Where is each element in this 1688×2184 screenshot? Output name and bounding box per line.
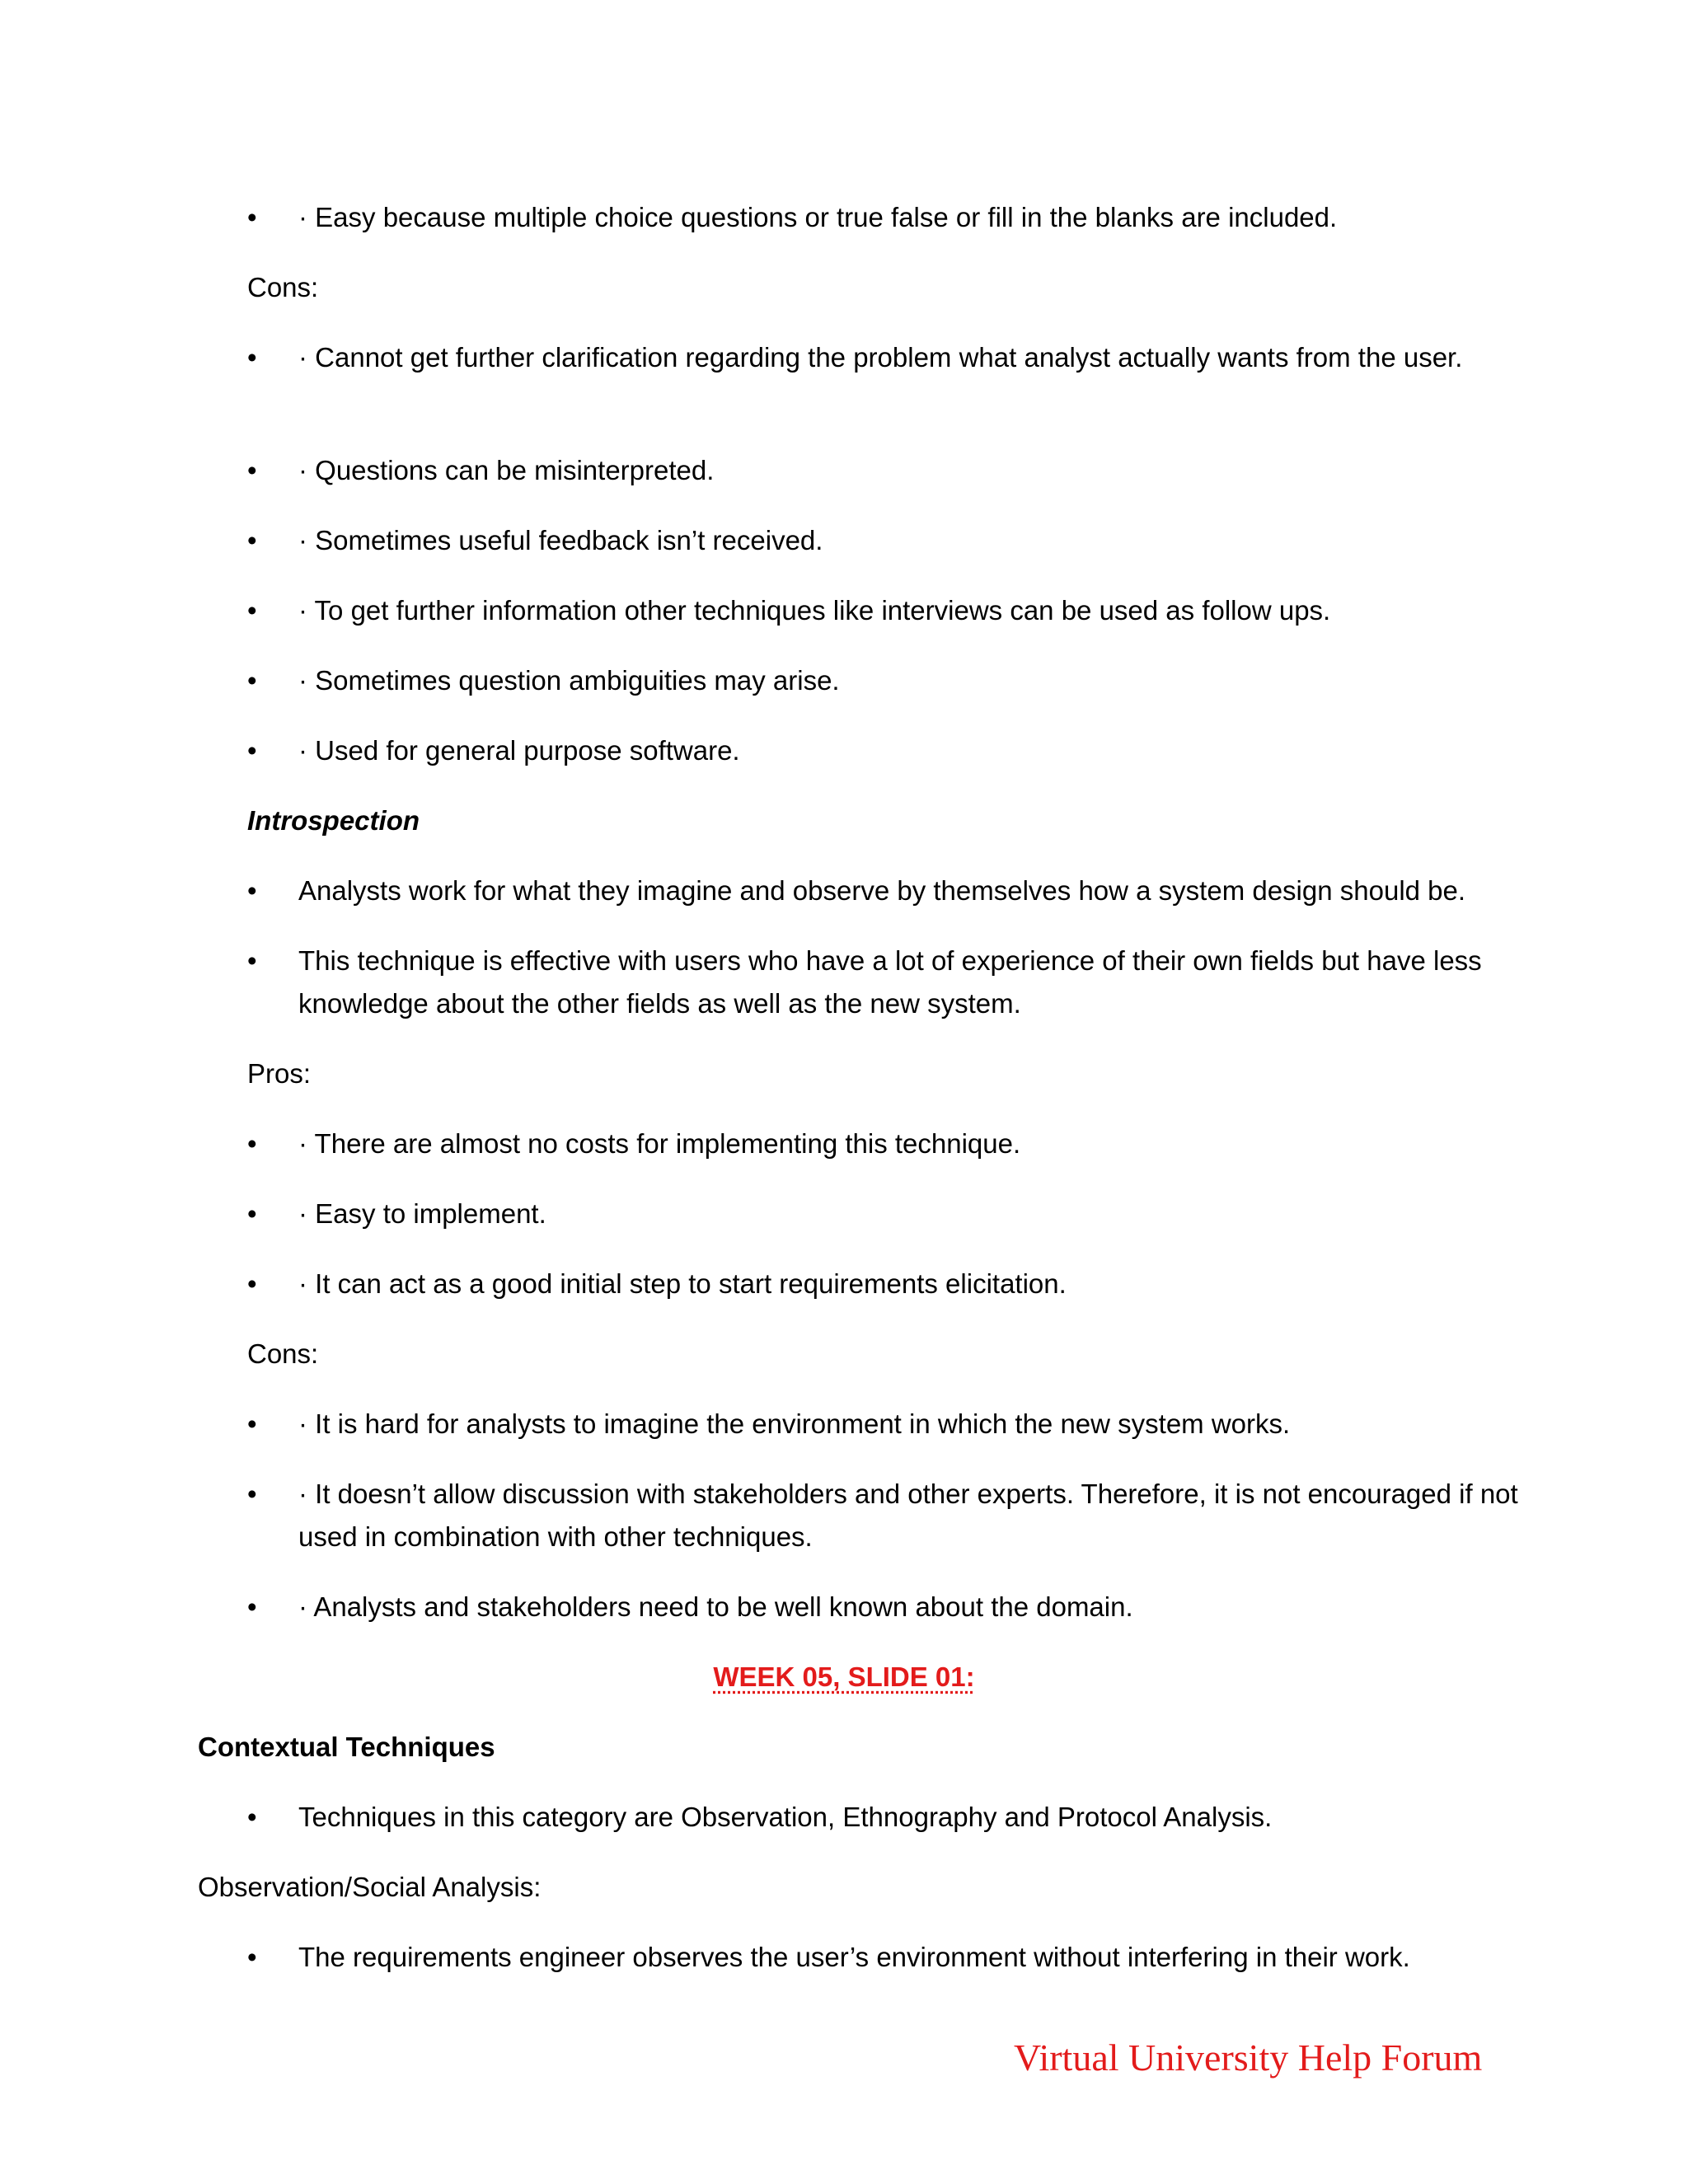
- bullet-icon: •: [247, 595, 257, 626]
- list-item-text: · Sometimes useful feedback isn’t received.: [298, 525, 823, 555]
- list-item-text: · Analysts and stakeholders need to be well known about the domain.: [298, 1591, 1133, 1622]
- list-item-text: Analysts work for what they imagine and observe by themselves how a system design should be.: [298, 875, 1466, 906]
- list-item-text: · Sometimes question ambiguities may arise.: [298, 665, 840, 696]
- list-item-text: Techniques in this category are Observation, Ethnography and Protocol Analysis.: [298, 1802, 1273, 1832]
- bullet-icon: •: [247, 202, 257, 232]
- bullet-icon: •: [247, 1268, 257, 1299]
- subsection-label: Observation/Social Analysis:: [198, 1872, 542, 1902]
- list-item-text: · Easy to implement.: [298, 1198, 546, 1229]
- list-item-text: · Questions can be misinterpreted.: [298, 455, 715, 485]
- bullet-icon: •: [247, 665, 257, 696]
- bullet-icon: •: [247, 525, 257, 555]
- bullet-icon: •: [247, 735, 257, 766]
- list-item-text: · It doesn’t allow discussion with stakeholders and other experts. Therefore, it is not encouraged if not used in combination with other techniques.: [298, 1479, 1518, 1552]
- bullet-icon: •: [247, 1479, 257, 1509]
- bullet-icon: •: [247, 1591, 257, 1622]
- bullet-icon: •: [247, 455, 257, 485]
- cons-label: Cons:: [247, 1338, 319, 1369]
- list-item-text: · Cannot get further clarification regarding the problem what analyst actually wants from the user.: [298, 342, 1463, 373]
- list-item-text: · There are almost no costs for implementing this technique.: [298, 1128, 1021, 1159]
- bullet-icon: •: [247, 1198, 257, 1229]
- bullet-icon: •: [247, 1802, 257, 1832]
- bullet-icon: •: [247, 342, 257, 373]
- bullet-icon: •: [247, 1408, 257, 1439]
- list-item-text: · Easy because multiple choice questions or true false or fill in the blanks are included.: [298, 202, 1338, 232]
- bullet-icon: •: [247, 945, 257, 976]
- bullet-icon: •: [247, 1942, 257, 1972]
- slide-label: WEEK 05, SLIDE 01:: [713, 1661, 975, 1692]
- bullet-icon: •: [247, 1128, 257, 1159]
- cons-label: Cons:: [247, 272, 319, 302]
- list-item-text: · Used for general purpose software.: [298, 735, 740, 766]
- forum-watermark: Virtual University Help Forum: [1014, 2036, 1483, 2079]
- list-item-text: · It can act as a good initial step to start requirements elicitation.: [298, 1268, 1067, 1299]
- pros-label: Pros:: [247, 1058, 312, 1089]
- list-item-text: This technique is effective with users who have a lot of experience of their own fields but have less knowledge about the other fields as well as the new system.: [298, 945, 1482, 1019]
- introspection-heading: Introspection: [247, 805, 420, 836]
- list-item-text: The requirements engineer observes the user’s environment without interfering in their work.: [298, 1942, 1410, 1972]
- list-item-text: · To get further information other techniques like interviews can be used as follow ups.: [298, 595, 1331, 626]
- bullet-icon: •: [247, 875, 257, 906]
- section-heading: Contextual Techniques: [198, 1732, 495, 1762]
- list-item-text: · It is hard for analysts to imagine the environment in which the new system works.: [298, 1408, 1291, 1439]
